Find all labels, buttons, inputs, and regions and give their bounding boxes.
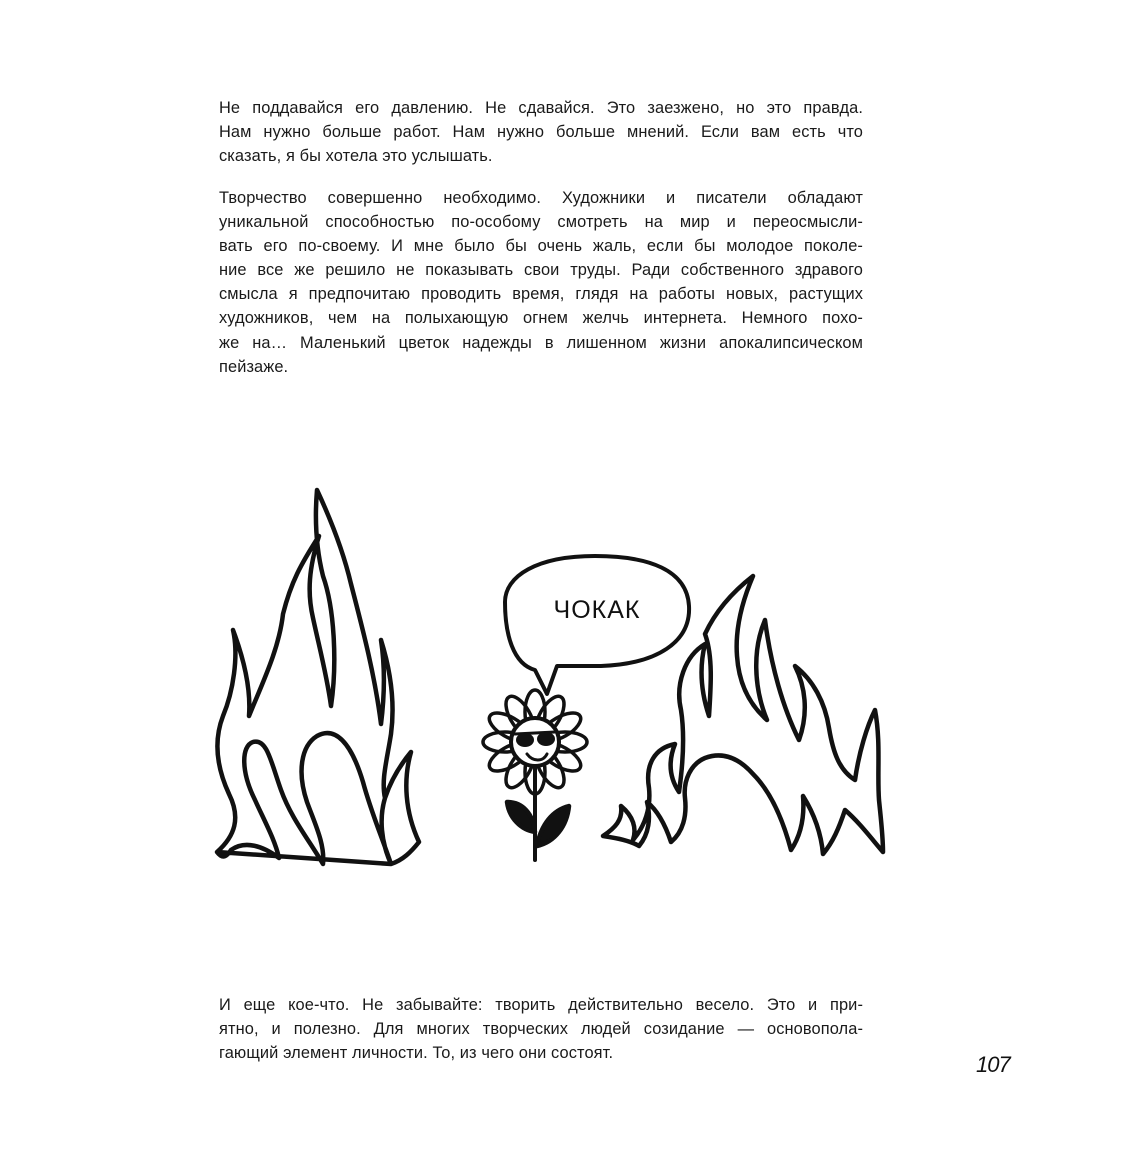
text-line: Нам нужно больше работ. Нам нужно больше мнений. Если вам есть что <box>219 123 863 142</box>
paragraph-3 <box>219 993 863 1065</box>
text-line: художников, чем на полыхающую огнем желчь интернета. Немного похо- <box>219 309 863 328</box>
text-line: же на… Маленький цветок надежды в лишенном жизни апокалипсическом <box>219 333 863 352</box>
text-line: Не поддавайся его давлению. Не сдавайся. Это заезжено, но это правда. <box>219 99 863 117</box>
flame-icon <box>603 576 883 854</box>
text-line: ние все же решило не показывать свои труды. Ради собственного здравого <box>219 261 863 280</box>
text-line: пейзаже. <box>219 357 289 376</box>
text-line: вать его по-своему. И мне было бы очень жаль, если бы молодое поколе- <box>219 237 863 256</box>
flame-icon <box>217 490 419 864</box>
page-number: 107 <box>976 1052 1010 1077</box>
paragraph-2 <box>219 186 863 379</box>
text-line: гающий элемент личности. То, из чего они состоят. <box>219 1044 614 1063</box>
text-line: смысла я предпочитаю проводить время, глядя на работы новых, растущих <box>219 285 863 304</box>
paragraph-1 <box>219 96 863 168</box>
flower-icon <box>483 690 587 860</box>
text-line: уникальной способностью по-особому смотреть на мир и переосмысли- <box>219 213 863 232</box>
text-line: сказать, я бы хотела это услышать. <box>219 147 493 166</box>
text-line: Творчество совершенно необходимо. Художники и писатели обладают <box>219 189 863 207</box>
speech-bubble-icon <box>505 556 689 694</box>
speech-bubble-text: ЧОКАК <box>553 596 641 624</box>
text-line: ятно, и полезно. Для многих творческих людей созидание — основопола- <box>219 1020 863 1039</box>
text-line: И еще кое-что. Не забывайте: творить действительно весело. Это и при- <box>219 996 863 1014</box>
flower-in-flames-illustration <box>205 480 895 890</box>
